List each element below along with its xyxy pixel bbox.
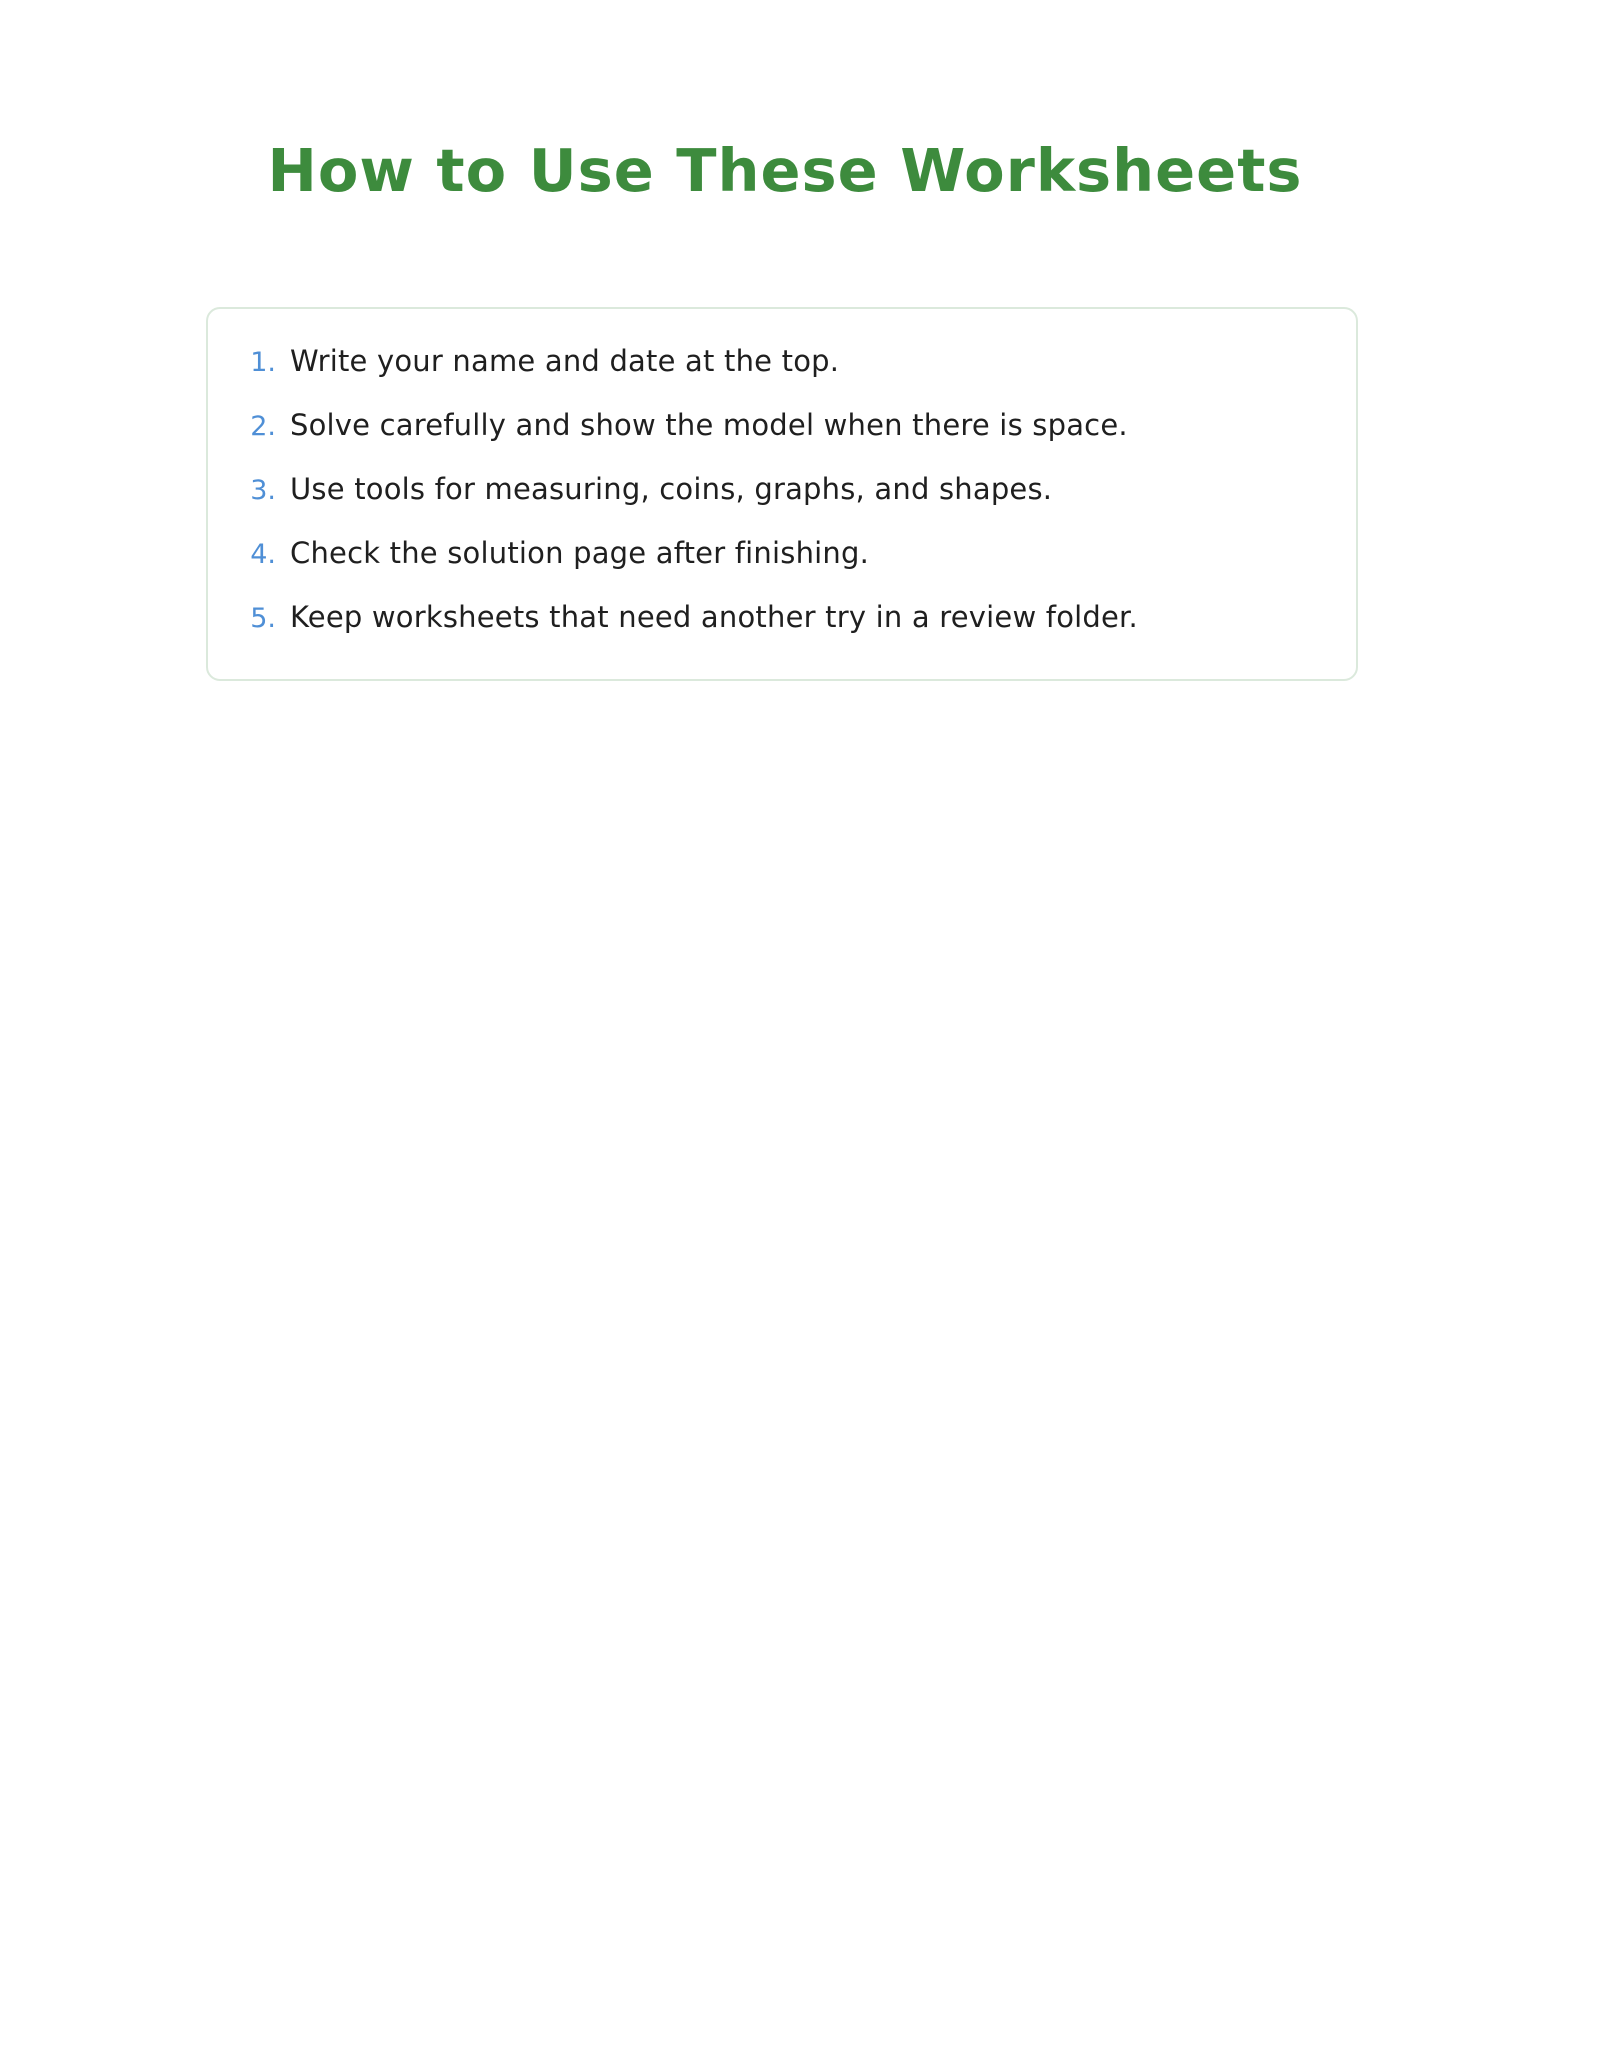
step-number: 3. [250,475,276,506]
step-number: 2. [250,411,276,442]
step-text: Write your name and date at the top. [290,344,840,378]
instructions-list [208,337,1356,657]
list-item [208,401,1356,465]
step-number: 1. [250,347,276,378]
step-text: Keep worksheets that need another try in a review folder. [290,600,1138,634]
step-text: Solve carefully and show the model when there is space. [290,408,1128,442]
step-text: Use tools for measuring, coins, graphs, and shapes. [290,472,1053,506]
page-title: How to Use These Worksheets [267,136,1303,205]
step-text: Check the solution page after finishing. [290,536,870,570]
list-item [208,529,1356,593]
list-item [208,465,1356,529]
instructions-box [206,307,1358,681]
list-item [208,593,1356,657]
step-number: 5. [250,603,276,634]
list-item [208,337,1356,401]
step-number: 4. [250,539,276,570]
